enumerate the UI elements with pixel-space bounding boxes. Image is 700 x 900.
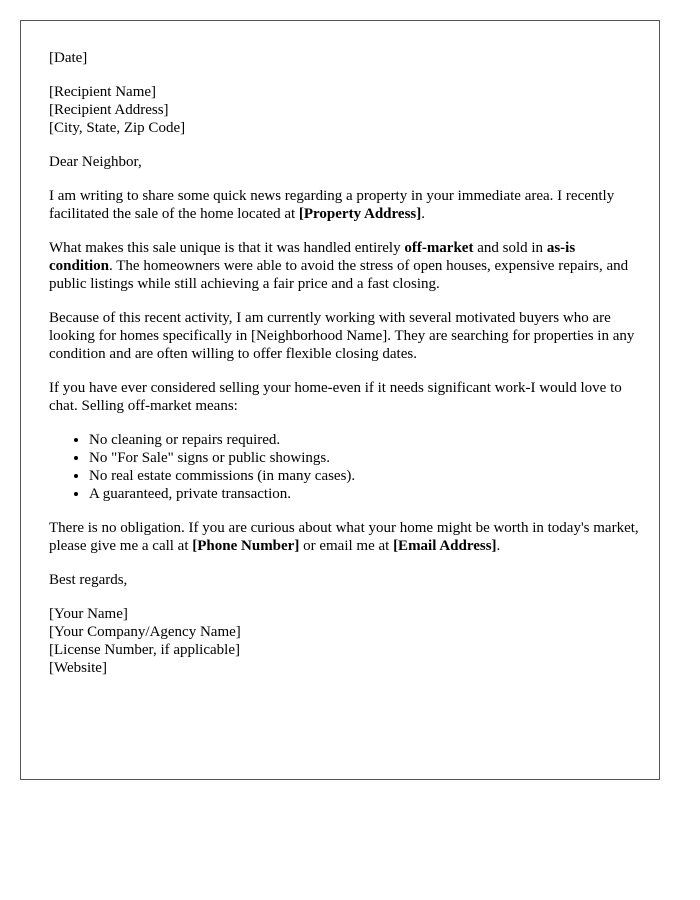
contact-a: There is no obligation. If you are curious about what your home might be worth in today's market, please give me a call at xyxy=(49,520,639,554)
paragraph-intro-text: I am writing to share some quick news regarding a property in your immediate area. I recently facilitated the sale of the home located at xyxy=(49,188,615,222)
signature-license: [License Number, if applicable] xyxy=(49,642,240,658)
paragraph-contact xyxy=(49,519,639,555)
paragraph-intro xyxy=(49,187,639,223)
letter-body xyxy=(49,49,639,693)
list-item: • A guaranteed, private transaction. xyxy=(89,485,639,503)
paragraph-sale-details xyxy=(49,239,639,293)
signature-website: [Website] xyxy=(49,660,107,676)
paragraph-buyers: Because of this recent activity, I am currently working with several motivated buyers who are looking for homes specifically in [Neighborhood Name]. They are searching for properties in any condition and are often willing to offer flexible closing dates. xyxy=(49,310,635,362)
sale-details-c: . The homeowners were able to avoid the stress of open houses, expensive repairs, and public listings while still achieving a fair price and a fast closing. xyxy=(49,258,629,292)
paragraph-intro-end: . xyxy=(421,206,425,222)
phone-number: [Phone Number] xyxy=(192,538,300,554)
salutation: Dear Neighbor, xyxy=(49,154,142,170)
email-address: [Email Address] xyxy=(393,538,497,554)
signature-company: [Your Company/Agency Name] xyxy=(49,624,241,640)
benefits-list xyxy=(49,431,639,503)
contact-b: or email me at xyxy=(299,538,394,554)
date: [Date] xyxy=(49,50,88,66)
sale-details-b: and sold in xyxy=(473,240,547,256)
recipient-address: [Recipient Address] xyxy=(49,102,169,118)
recipient-name: [Recipient Name] xyxy=(49,84,157,100)
property-address: [Property Address] xyxy=(298,206,422,222)
paragraph-invitation: If you have ever considered selling your home-even if it needs significant work-I would love to chat. Selling off-market means: xyxy=(49,380,622,414)
recipient-block xyxy=(49,83,639,137)
list-item: • No real estate commissions (in many cases). xyxy=(89,467,639,485)
contact-c: . xyxy=(496,538,501,554)
date-line xyxy=(49,49,639,67)
list-item: • No "For Sale" signs or public showings. xyxy=(89,449,639,467)
closing: Best regards, xyxy=(49,572,128,588)
as-is-condition-bold: as-is condition xyxy=(49,240,576,274)
signature-block xyxy=(49,605,639,677)
signature-name: [Your Name] xyxy=(49,606,128,622)
off-market-bold: off-market xyxy=(404,240,474,256)
list-item: • No cleaning or repairs required. xyxy=(89,431,639,449)
sale-details-a: What makes this sale unique is that it was handled entirely xyxy=(49,240,405,256)
recipient-city-state-zip: [City, State, Zip Code] xyxy=(49,120,186,136)
letter-page xyxy=(20,20,660,780)
